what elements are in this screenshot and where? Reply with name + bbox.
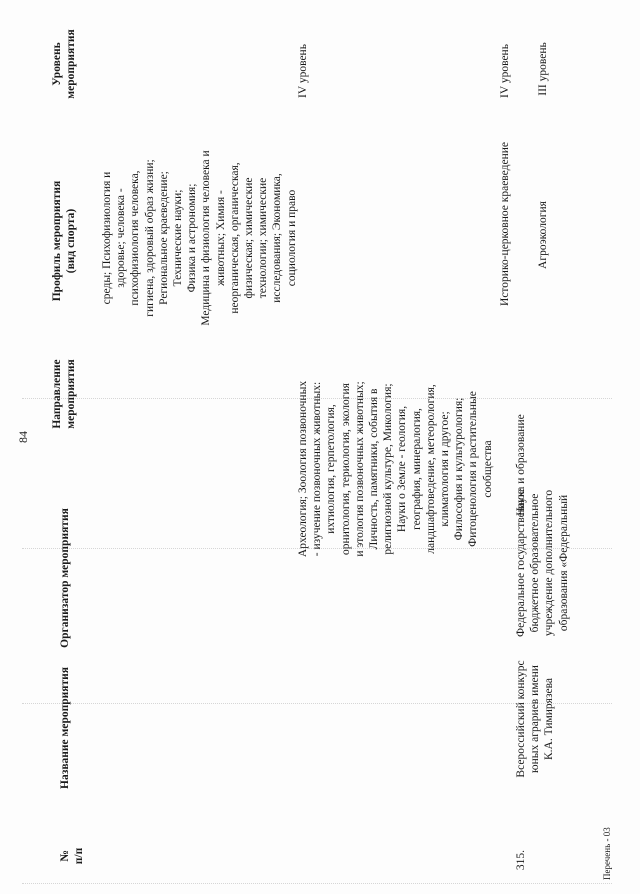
row-315-level: III уровень bbox=[537, 42, 549, 96]
header-profile: Профиль мероприятия (вид спорта) bbox=[51, 180, 78, 302]
header-direction: Направление мероприятия bbox=[51, 359, 78, 429]
header-organizer: Организатор мероприятия bbox=[59, 508, 71, 648]
row-315-direction: Наука и образование bbox=[515, 414, 527, 516]
row-315-organizer: Федеральное государственное бюджетное образовательное учреждение дополнительного образования «Федеральный bbox=[515, 489, 570, 638]
header-num: № п/п bbox=[59, 847, 86, 865]
arch-row-profile: Археология; Зоология позвоночных - изучение позвоночных животных: ихтиология, герпетология, орнитология, териология, экология и этология позвоночных животных; Личность, памятники, события в религиозной культуре, Микология; Науки о Земле - геология, география, минералогия, ландшафтоведение, метеорология, климатология и другое; Философия и культурология; Фитоценология и растительные сообщества bbox=[297, 380, 494, 558]
footer-note: Перечень - 03 bbox=[602, 827, 612, 880]
prev-row-profile: среды; Психофизиология и здоровье; человека - психофизиология человека, гигиена, здоровый образ жизни; Региональное краеведение; Технические науки; Физика и астрономия; Медицина и физиология человека и животных; Химия - неорганическая, органическая, физическая; химические технологии; химические исследования; Экономика, социология и право bbox=[101, 150, 298, 326]
arch-row-level: IV уровень bbox=[297, 44, 309, 98]
row-315-profile: Агроэкология bbox=[537, 201, 549, 269]
history-row-level: IV уровень bbox=[499, 44, 511, 98]
column-rule bbox=[22, 883, 612, 884]
header-name: Название мероприятия bbox=[59, 667, 71, 789]
row-315-name: Всероссийский конкурс юных аграриев имени К.А. Тимирязева bbox=[515, 660, 556, 778]
header-level: Уровень мероприятия bbox=[51, 29, 78, 99]
row-315-num: 315. bbox=[515, 849, 527, 871]
history-row-profile: Историко-церковное краеведение bbox=[499, 142, 511, 306]
page-number: 84 bbox=[16, 431, 30, 443]
